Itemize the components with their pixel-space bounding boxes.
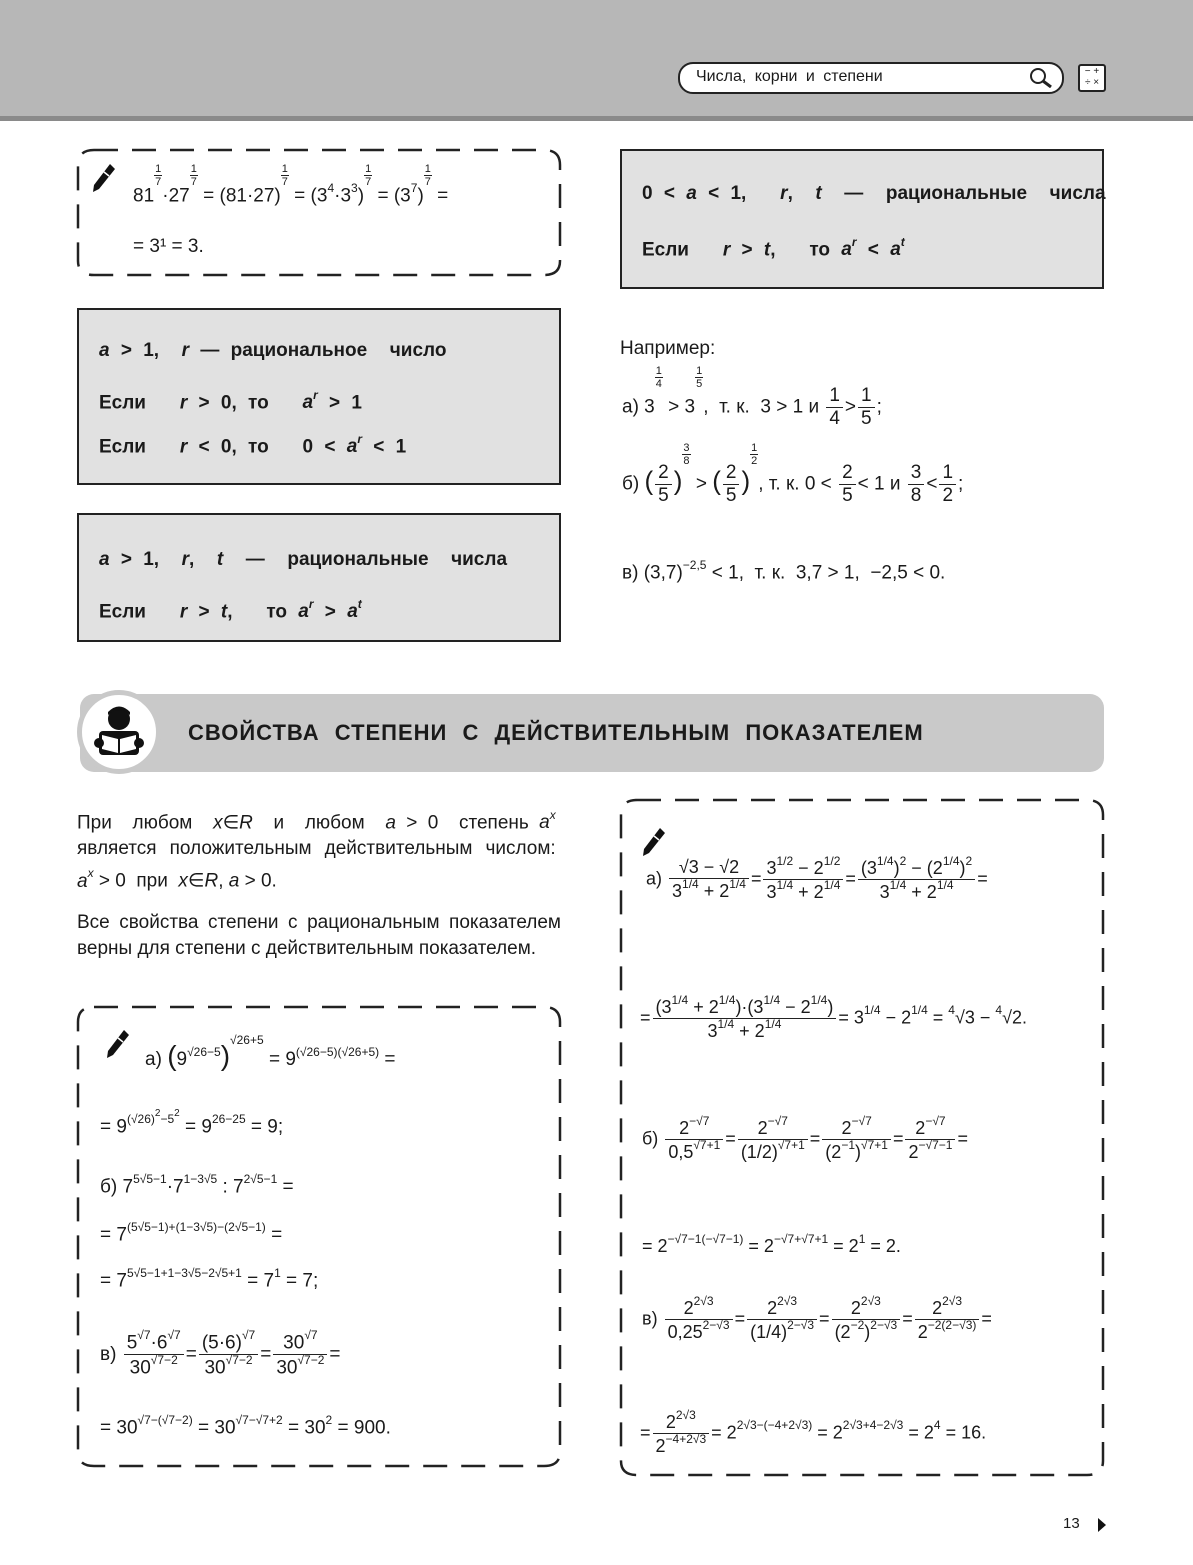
example-3c-line-1: в) $\frac{2^{2√3}}{0,25^{2-√3}}$ = $\frac{2^{2√3}}{(1/4)^{2-√3}}$ = $\frac{2^{2√3}}{(2^{-2})^{2-√3}}$ = $\frac{2^{2√3}}{2^{-2(2-√3)}}$ = bbox=[642, 1294, 992, 1342]
section-title: СВОЙСТВА СТЕПЕНИ С ДЕЙСТВИТЕЛЬНЫМ ПОКАЗАТЕЛЕМ bbox=[188, 720, 924, 745]
examples-intro: Например: bbox=[620, 338, 716, 359]
example-3b-line-2: = $2^{-√7-1(-√7-1)} = 2^{-√7+√7+1} = 2^1 = 2$. bbox=[642, 1232, 901, 1256]
header-divider bbox=[0, 116, 1193, 121]
example-2a-line-1: а) $(9^{√26-5})^{√26+5} = 9^{(√26-5)(√26+5)}$ = bbox=[145, 1032, 396, 1071]
example-2b-line-1: б) $7^{5√5-1}\cdot 7^{1-3√5}$ : $7^{2√5-1}$ = bbox=[100, 1172, 294, 1198]
example-1-line-2: = 3¹ = 3. bbox=[133, 236, 204, 257]
example-3a-line-1: а) $\frac{√3 - √2}{3^{1/4} + 2^{1/4}}$ = $\frac{3^{1/2} - 2^{1/2}}{3^{1/4} + 2^{1/4}}$ = $\frac{(3^{1/4})^2 - (2^{1/4})^2}{3^{1/4} + 2^{1/4}}$ = bbox=[646, 854, 988, 902]
rule-box-compare-lt: 0 < a < 1, r, t — рациональные числа Если r > t, то $a^r < a^t$ bbox=[620, 149, 1104, 289]
example-2b-line-3: = $7^{5√5-1+1-3√5-2√5+1} = 7^1 = 7$; bbox=[100, 1266, 319, 1292]
reader-icon bbox=[82, 695, 156, 769]
pencil-icon bbox=[640, 826, 666, 858]
example-2c-line-1: в) $\frac{5^{√7}\cdot 6^{√7}}{30^{√7-2}}$ = $\frac{(5\cdot 6)^{√7}}{30^{√7-2}}$ = $\frac{30^{√7}}{30^{√7-2}}$ = bbox=[100, 1328, 341, 1379]
next-page-arrow-icon[interactable] bbox=[1098, 1518, 1106, 1532]
page-number: 13 bbox=[1063, 1515, 1080, 1532]
example-3b-line-1: б) $\frac{2^{-√7}}{0,5^{√7+1}}$ = $\frac{2^{-√7}}{(1/2)^{√7+1}}$ = $\frac{2^{-√7}}{(2^{-1})^{√7+1}}$ = $\frac{2^{-√7}}{2^{-√7-1}}$ = bbox=[642, 1114, 968, 1162]
example-1-line-1: 81 $\frac{1}{7}$ ·27 $\frac{1}{7}$ = (81·27) $\frac{1}{7}$ = $(3^4\cdot 3^3)$ $\frac{1}{7}$ = $(3^7)$ $\frac{1}{7}$ = bbox=[133, 163, 449, 207]
section-search-field[interactable] bbox=[678, 62, 1064, 94]
rule-box-compare-gt: a > 1, r, t — рациональные числа Если r > t, то $a^r > a^t$ bbox=[77, 513, 561, 642]
example-right-c: в) $(3,7)^{-2,5} < 1$, т. к. 3,7 > 1, −2,5 < 0. bbox=[622, 558, 946, 584]
example-2a-line-2: = $9^{(√26)^2-5^2} = 9^{26-25} = 9$; bbox=[100, 1108, 284, 1138]
calculator-icon: − + ÷ × bbox=[1078, 64, 1106, 92]
example-3c-line-2: = $\frac{2^{2√3}}{2^{-4+2√3}}$ = $2^{2√3-(-4+2√3)} = 2^{2√3+4-2√3} = 2^4 = 16$. bbox=[640, 1408, 987, 1456]
paragraph-1: При любом x∈R и любом a > 0 степень $a^x$ является положительным действительным числом: $a^x > 0$ при x∈R, a > 0. bbox=[77, 808, 561, 892]
example-right-a: а) 3 $\frac{1}{4}$ > 3 $\frac{1}{5}$ , т. к. 3 > 1 и $\frac{1}{4}$ > $\frac{1}{5}$ ; bbox=[622, 365, 882, 429]
example-2b-line-2: = $7^{(5√5-1)+(1-3√5)-(2√5-1)}$ = bbox=[100, 1220, 283, 1246]
example-3a-line-2: = $\frac{(3^{1/4} + 2^{1/4})\cdot(3^{1/4} - 2^{1/4})}{3^{1/4} + 2^{1/4}}$ = $3^{1/4} - 2^{1/4} = ^4√3 - ^4√2$. bbox=[640, 993, 1027, 1041]
pencil-icon bbox=[104, 1028, 130, 1060]
example-2c-line-2: = $30^{√7-(√7-2)} = 30^{√7-√7+2} = 30^2 = 900$. bbox=[100, 1413, 391, 1439]
example-box-1-border bbox=[74, 147, 564, 279]
search-text: Числа, корни и степени bbox=[696, 68, 883, 85]
example-right-b: б) ( $\frac{2}{5}$ ) $\frac{3}{8}$ > ( $\frac{2}{5}$ ) $\frac{1}{2}$ , т. к. 0 < $\frac{2}{5}$ < 1 и $\frac{3}{8}$ < $\frac{1}{2}$ ; bbox=[622, 442, 964, 506]
rule-box-a-gt-1: a > 1, r — рациональное число Если r > 0, то $a^r > 1$ Если r < 0, то $0 < a^r < 1$ bbox=[77, 308, 561, 485]
paragraph-2: Все свойства степени с рациональным показателем верны для степени с действительным показателем. bbox=[77, 912, 561, 959]
pencil-icon bbox=[90, 162, 116, 194]
magnifier-icon bbox=[1028, 66, 1054, 88]
banner-icon-circle bbox=[77, 690, 161, 774]
header-bar bbox=[0, 0, 1193, 116]
